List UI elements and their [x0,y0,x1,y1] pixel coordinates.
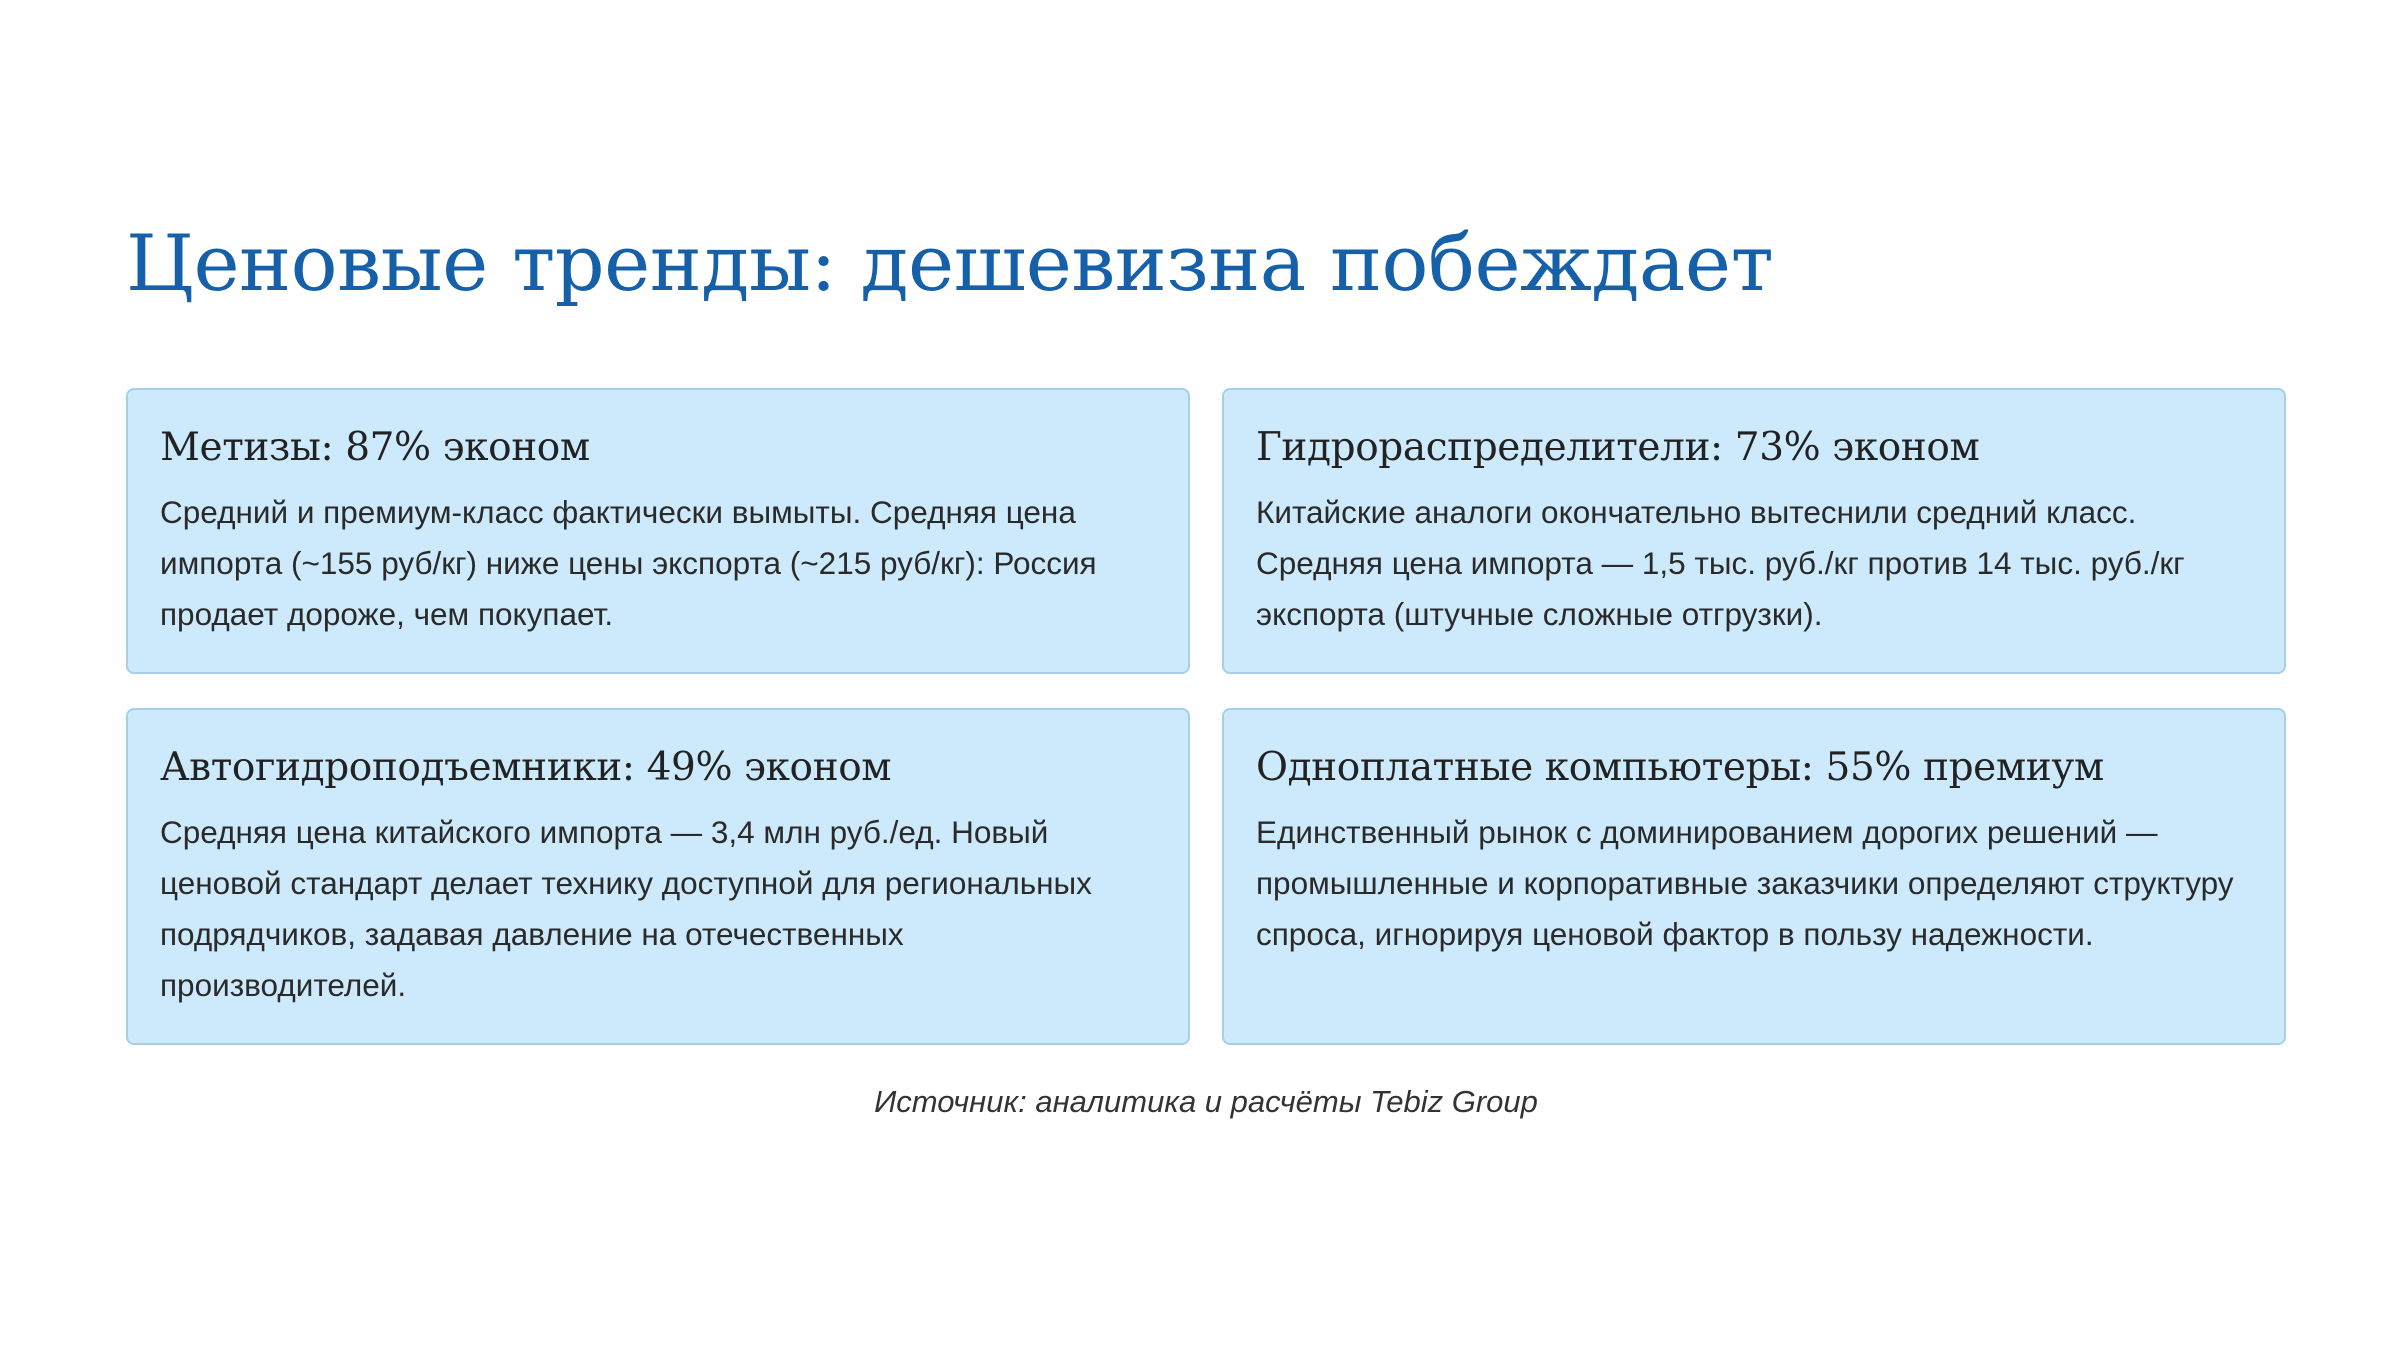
card-single-board-computers [1222,708,2286,1045]
card-title: Автогидроподъемники: 49% эконом [160,745,892,790]
card-text: Средний и премиум-класс фактически вымыты. Средняя цена импорта (~155 руб/кг) ниже цены экспорта (~215 руб/кг): Россия продает дороже, чем покупает. [160,493,1097,632]
source-note: Источник: аналитика и расчёты Tebiz Group [874,1084,1538,1119]
card-text: Китайские аналоги окончательно вытеснили средний класс. Средняя цена импорта — 1,5 тыс. руб./кг против 14 тыс. руб./кг экспорта (штучные сложные отгрузки). [1256,493,2185,632]
card-title: Одноплатные компьютеры: 55% премиум [1256,745,2104,790]
card-truck-lifts [126,708,1190,1045]
slide-title: Ценовые тренды: дешевизна побеждает [126,219,1774,309]
cards-grid [126,388,2286,1045]
card-hydraulic-valves [1222,388,2286,674]
slide [126,219,2286,1119]
card-fasteners [126,388,1190,674]
card-title: Гидрораспределители: 73% эконом [1256,425,1980,470]
card-text: Единственный рынок с доминированием дорогих решений — промышленные и корпоративные заказчики определяют структуру спроса, игнорируя ценовой фактор в пользу надежности. [1256,813,2234,952]
card-title: Метизы: 87% эконом [160,425,590,470]
card-text: Средняя цена китайского импорта — 3,4 млн руб./ед. Новый ценовой стандарт делает технику доступной для региональных подрядчиков, задавая давление на отечественных производителей. [160,813,1092,1003]
